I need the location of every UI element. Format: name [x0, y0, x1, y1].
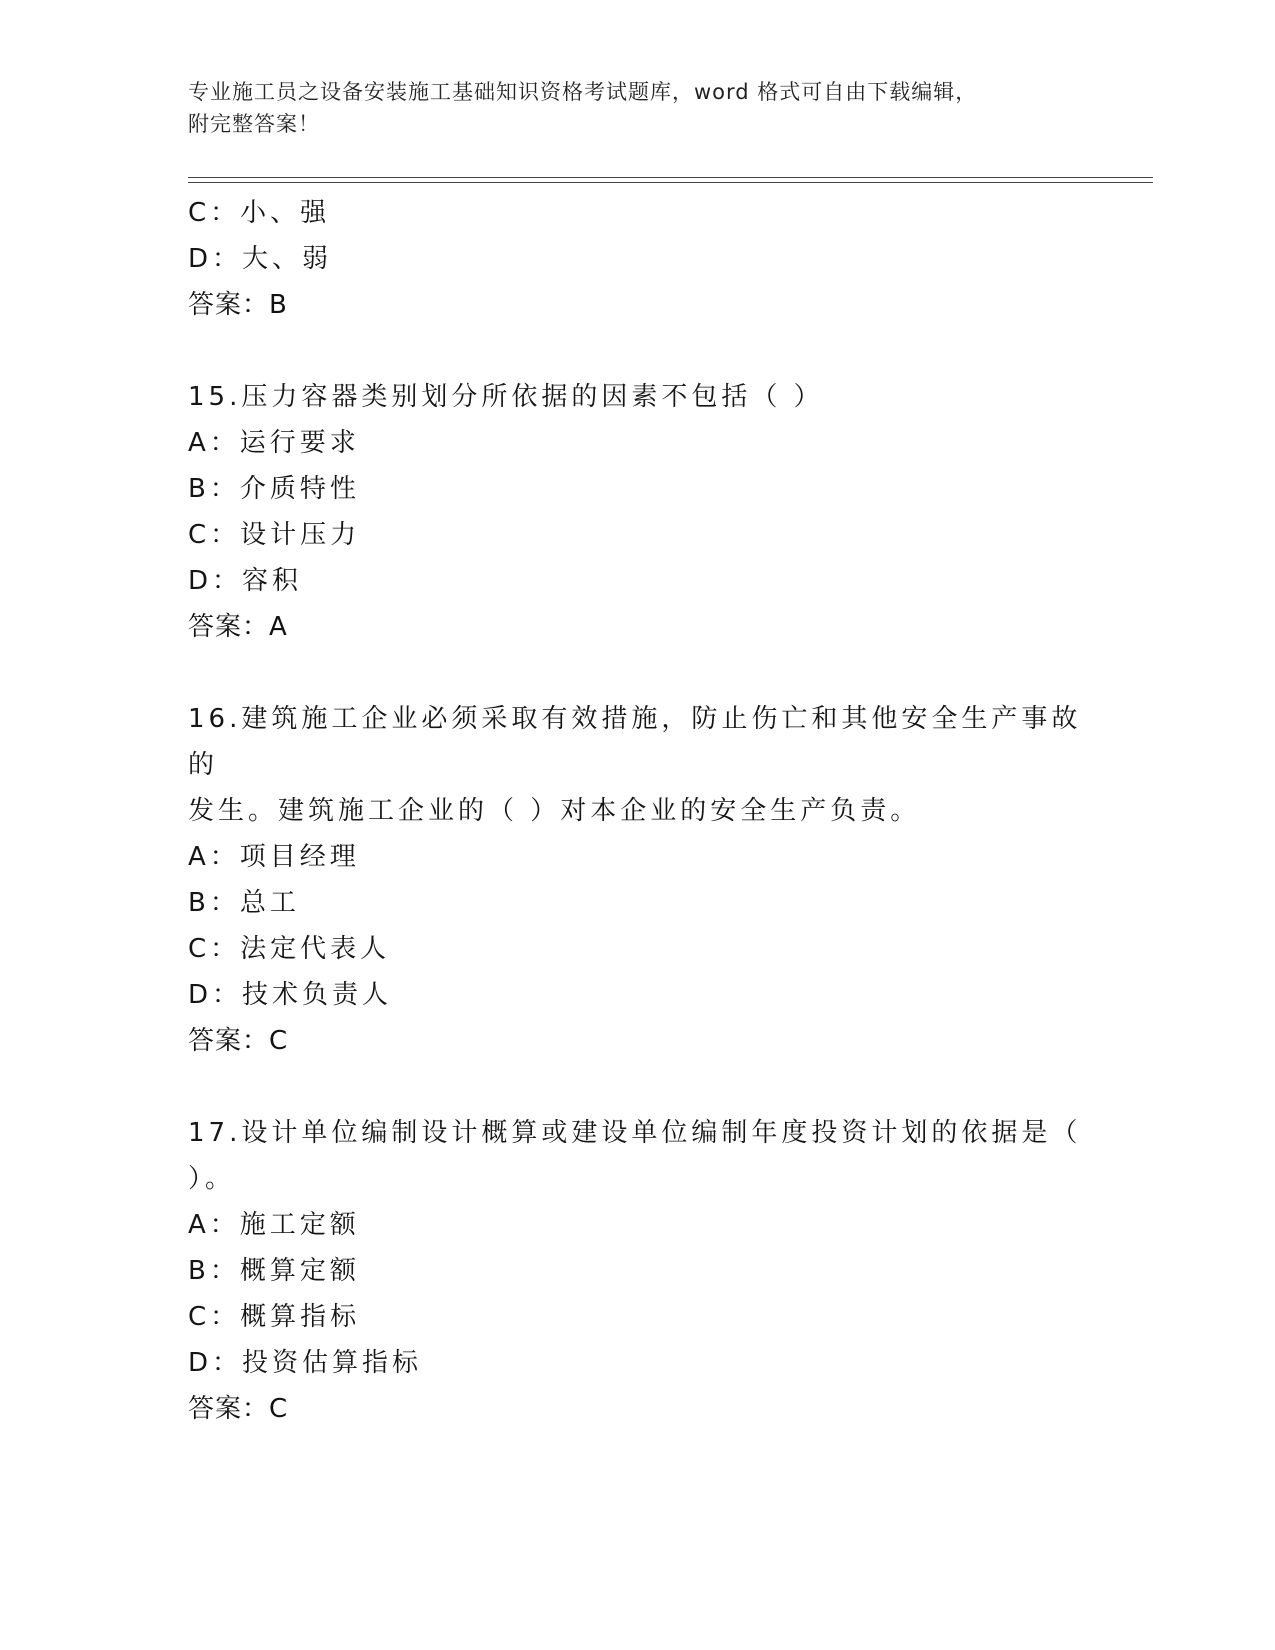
answer-line: 答案：C	[188, 1394, 289, 1424]
option-b: B：总工	[188, 888, 300, 918]
question-gap	[188, 650, 1088, 696]
answer-line: 答案：C	[188, 1026, 289, 1056]
option-a: A：运行要求	[188, 428, 360, 458]
answer-line: 答案：B	[188, 290, 288, 320]
option-d: D：技术负责人	[188, 980, 393, 1010]
question-gap	[188, 328, 1088, 374]
header-line-1: 专业施工员之设备安装施工基础知识资格考试题库，word 格式可自由下载编辑，	[188, 80, 978, 104]
option-d: D：投资估算指标	[188, 1348, 423, 1378]
header-rule-top	[188, 177, 1153, 178]
option-c: C：概算指标	[188, 1302, 361, 1332]
option-c: C：法定代表人	[188, 934, 391, 964]
question-block-17	[188, 1110, 1088, 1432]
option-c: C：设计压力	[188, 520, 361, 550]
option-a: A：项目经理	[188, 842, 360, 872]
answer-line: 答案：A	[188, 612, 288, 642]
question-stem-line: 15.压力容器类别划分所依据的因素不包括（ ）	[188, 382, 824, 412]
question-stem-line: 17.设计单位编制设计概算或建设单位编制年度投资计划的依据是（	[188, 1118, 1082, 1148]
header-rule-bottom	[188, 182, 1153, 183]
question-gap	[188, 1064, 1088, 1110]
option-d: D：大、弱	[188, 244, 333, 274]
option-b: B：介质特性	[188, 474, 360, 504]
document-header	[188, 76, 1068, 140]
question-block-16	[188, 696, 1088, 1064]
option-b: B：概算定额	[188, 1256, 360, 1286]
question-stem-line: ）。	[188, 1164, 236, 1194]
header-line-2: 附完整答案！	[188, 112, 320, 136]
question-list	[188, 190, 1088, 1432]
question-block-partial	[188, 190, 1088, 328]
question-block-15	[188, 374, 1088, 650]
option-d: D：容积	[188, 566, 303, 596]
option-a: A：施工定额	[188, 1210, 360, 1240]
option-c: C：小、强	[188, 198, 331, 228]
question-stem-line: 16.建筑施工企业必须采取有效措施，防止伤亡和其他安全生产事故的	[188, 704, 1082, 780]
question-stem-line: 发生。建筑施工企业的（ ）对本企业的安全生产负责。	[188, 796, 921, 826]
